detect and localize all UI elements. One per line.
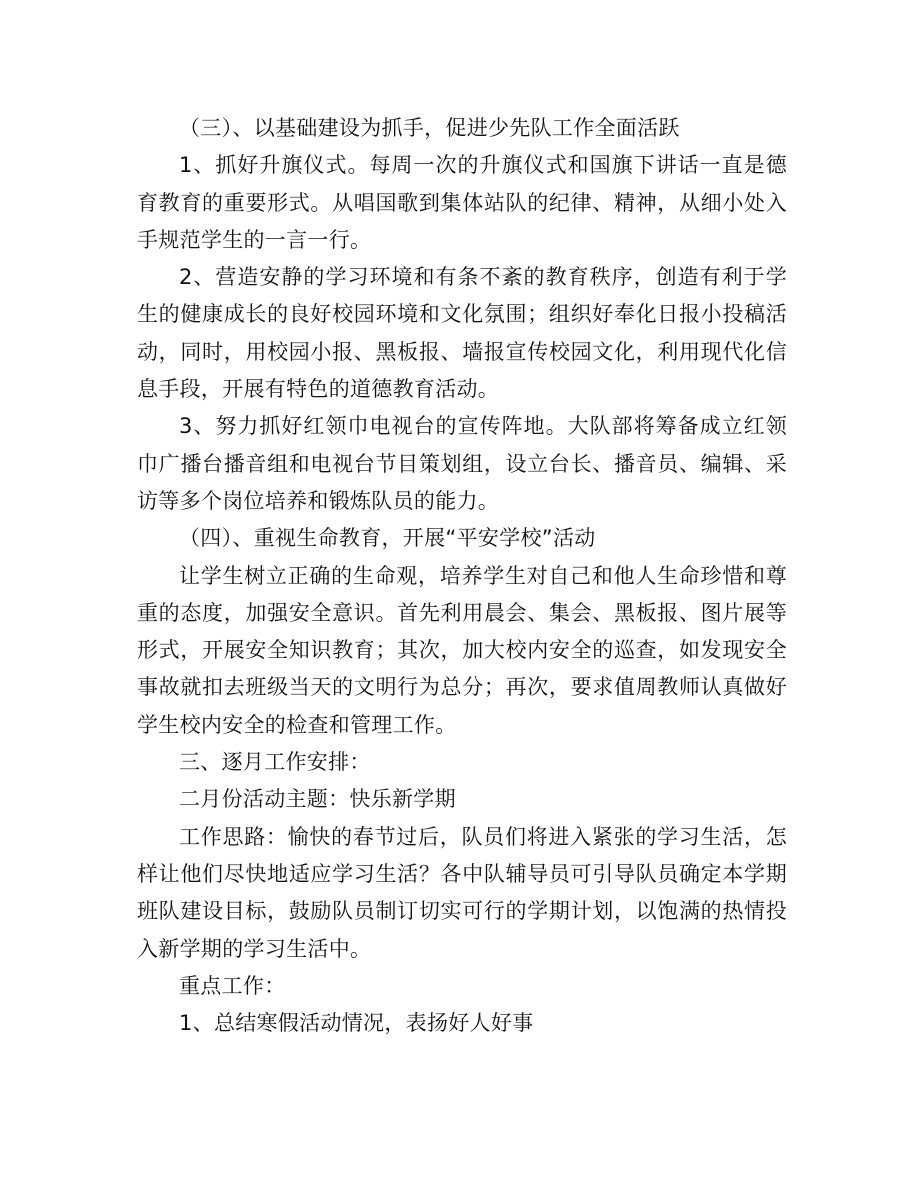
paragraph-february-theme: 二月份活动主题：快乐新学期 bbox=[179, 787, 456, 812]
paragraph-safety-education: 让学生树立正确的生命观，培养学生对自己和他人生命珍惜和尊重的态度，加强安全意识。首先利用晨会、集会、黑板报、图片展等形式，开展安全知识教育；其次，加大校内安全的巡查，如发现安全事故就扣去班级当天的文明行为总分；再次，要求值周教师认真做好学生校内安全的检查和管理工作。 bbox=[137, 563, 787, 737]
paragraph-key-work-item-1: 1、总结寒假活动情况，表扬好人好事 bbox=[179, 1011, 534, 1036]
section-heading-monthly-plan: 三、逐月工作安排： bbox=[179, 750, 371, 775]
paragraph-work-approach: 工作思路：愉快的春节过后，队员们将进入紧张的学习生活，怎样让他们尽快地适应学习生活？各中队辅导员可引导队员确定本学期班队建设目标，鼓励队员制订切实可行的学期计划，以饱满的热情投入新学期的学习生活中。 bbox=[137, 824, 787, 961]
section-heading-3: （三）、以基础建设为抓手，促进少先队工作全面活跃 bbox=[179, 116, 680, 140]
section-heading-4: （四）、重视生命教育，开展“平安学校”活动 bbox=[179, 526, 596, 551]
paragraph-key-work-heading: 重点工作： bbox=[179, 973, 286, 998]
paragraph-learning-environment: 2、营造安静的学习环境和有条不紊的教育秩序，创造有利于学生的健康成长的良好校园环境和文化氛围；组织好奉化日报小投稿活动，同时，用校园小报、黑板报、墙报宣传校园文化，利用现代化信息手段，开展有特色的道德教育活动。 bbox=[137, 265, 787, 402]
document-body bbox=[137, 110, 787, 1042]
paragraph-flag-ceremony: 1、抓好升旗仪式。每周一次的升旗仪式和国旗下讲话一直是德育教育的重要形式。从唱国歌到集体站队的纪律、精神，从细小处入手规范学生的一言一行。 bbox=[137, 153, 787, 252]
paragraph-tv-station: 3、努力抓好红领巾电视台的宣传阵地。大队部将筹备成立红领巾广播台播音组和电视台节目策划组，设立台长、播音员、编辑、采访等多个岗位培养和锻炼队员的能力。 bbox=[137, 414, 787, 513]
